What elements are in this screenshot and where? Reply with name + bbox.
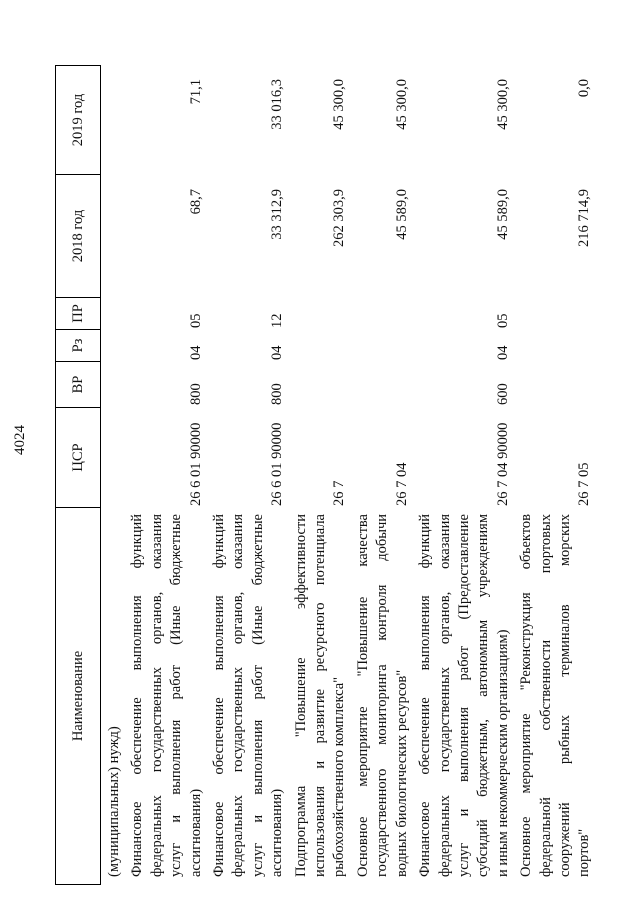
table-row <box>350 65 412 885</box>
page-number: 4024 <box>12 425 28 455</box>
name-line: сооружений рыбных терминалов морских <box>556 514 573 877</box>
name-line: (муниципальных) нужд) <box>106 726 122 877</box>
name-line: водных биологических ресурсов" <box>393 669 410 877</box>
name-cell <box>517 508 595 885</box>
name-line: Финансовое обеспечение выполнения функций <box>417 514 434 877</box>
header-csr: ЦСР <box>56 407 100 507</box>
header-vr: ВР <box>56 361 100 407</box>
csr-cell: 26 6 01 90000 <box>187 422 204 506</box>
pr-cell: 05 <box>187 313 204 328</box>
name-line: ассигнования) <box>269 788 286 877</box>
name-line: ассигнования) <box>187 788 204 877</box>
name-line: услуг и выполнения работ (Иные бюджетные <box>249 514 266 877</box>
name-cell <box>105 508 124 885</box>
name-cell <box>354 508 412 885</box>
table-row <box>101 65 124 885</box>
pr-cell: 05 <box>494 313 511 328</box>
rz-cell: 04 <box>269 345 286 360</box>
name-line: использования и развитие ресурсного потенциала <box>312 514 329 877</box>
csr-cell: 26 7 <box>331 480 348 506</box>
name-cell <box>210 508 288 885</box>
value-2019-cell: 45 300,0 <box>494 79 511 130</box>
name-line: Финансовое обеспечение выполнения функций <box>129 514 146 877</box>
csr-cell: 26 6 01 90000 <box>269 422 286 506</box>
header-2019: 2019 год <box>69 93 86 147</box>
vr-cell: 800 <box>269 383 286 405</box>
csr-cell: 26 7 05 <box>576 462 593 506</box>
name-line: Основное мероприятие "Повышение качества <box>354 514 371 877</box>
name-line: и иным некоммерческим организациям) <box>494 629 511 877</box>
table-row <box>288 65 350 885</box>
header-name: Наименование <box>56 507 100 884</box>
table-row <box>124 65 206 885</box>
value-2018-cell: 33 312,9 <box>269 189 286 240</box>
value-2019-cell: 71,1 <box>187 79 204 105</box>
table-header <box>55 65 101 885</box>
table-row <box>206 65 288 885</box>
value-2018-cell: 216 714,9 <box>576 189 593 247</box>
pr-cell: 12 <box>269 313 286 328</box>
rz-cell: 04 <box>494 345 511 360</box>
name-line: Основное мероприятие "Реконструкция объектов <box>518 514 535 877</box>
name-line: федеральных государственных органов, оказания <box>148 514 165 877</box>
name-line: федеральной собственности портовых <box>537 514 554 877</box>
vr-cell: 800 <box>187 383 204 405</box>
name-line: рыбохозяйственного комплекса" <box>331 676 348 877</box>
header-rz: Рз <box>56 329 100 361</box>
value-2019-cell: 0,0 <box>576 79 593 98</box>
value-2019-cell: 45 300,0 <box>393 79 410 130</box>
name-line: услуг и выполнения работ (Иные бюджетные <box>168 514 185 877</box>
name-line: государственного мониторинга контроля добычи <box>374 514 391 877</box>
value-2019-cell: 33 016,3 <box>269 79 286 130</box>
value-2018-cell: 262 303,9 <box>331 189 348 247</box>
name-line: федеральных государственных органов, оказания <box>436 514 453 877</box>
value-2018-cell: 45 589,0 <box>393 189 410 240</box>
header-2018: 2018 год <box>56 174 100 297</box>
value-2018-cell: 45 589,0 <box>494 189 511 240</box>
name-line: портов" <box>576 828 593 877</box>
table-row <box>412 65 513 885</box>
name-line: Подпрограмма "Повышение эффективности <box>292 514 309 877</box>
csr-cell: 26 7 04 <box>393 462 410 506</box>
name-line: субсидий бюджетным, автономным учреждениям <box>475 514 492 877</box>
table-body <box>101 65 595 885</box>
name-line: федеральных государственных органов, оказания <box>230 514 247 877</box>
name-line: Финансовое обеспечение выполнения функций <box>211 514 228 877</box>
value-2019-cell: 45 300,0 <box>331 79 348 130</box>
name-cell <box>292 508 350 885</box>
value-2018-cell: 68,7 <box>187 189 204 215</box>
vr-cell: 600 <box>494 383 511 405</box>
csr-cell: 26 7 04 90000 <box>494 422 511 506</box>
name-line: услуг и выполнения работ (Предоставление <box>455 514 472 877</box>
name-cell <box>416 508 513 885</box>
table-row <box>513 65 595 885</box>
name-cell <box>128 508 206 885</box>
header-pr: ПР <box>56 297 100 329</box>
rz-cell: 04 <box>187 345 204 360</box>
